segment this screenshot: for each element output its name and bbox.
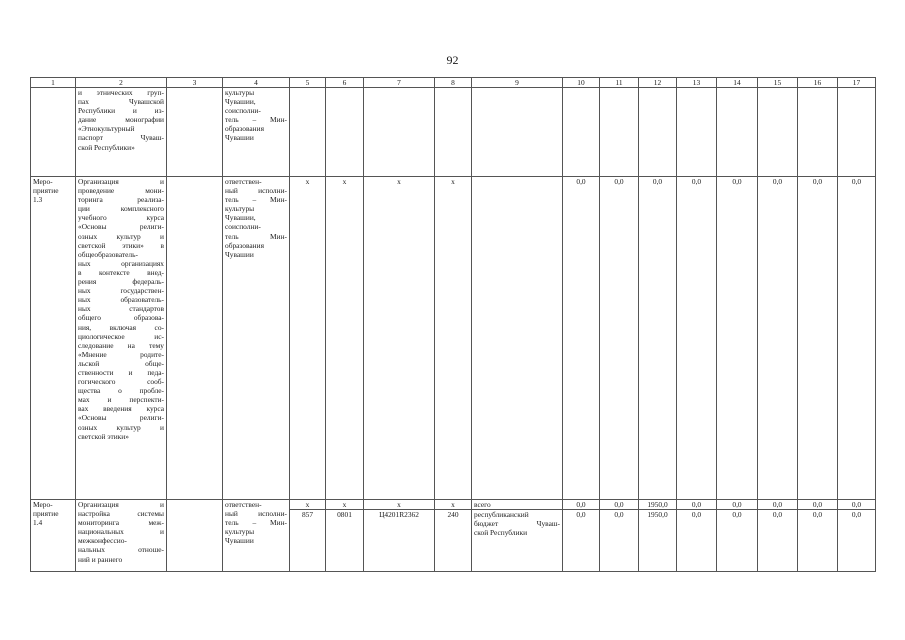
text-line: Чувашии, <box>225 97 256 107</box>
text-line: циологическое ис- <box>78 331 164 341</box>
column-number-header: 15 <box>758 78 798 88</box>
text-line: Организация и <box>78 500 164 509</box>
text-line: Меро- <box>33 177 53 186</box>
text-line: «Основы религи- <box>78 222 164 232</box>
cell-col7: х <box>364 500 435 510</box>
column-number-header: 2 <box>76 78 167 88</box>
text-line: межконфессио- <box>78 536 127 546</box>
text-line: ции комплексного <box>78 204 164 214</box>
text-line: проведение мони- <box>78 186 164 196</box>
cell-col5: 857 <box>290 510 326 572</box>
text-line: ный исполни- <box>225 509 287 519</box>
cell-executor <box>223 500 290 572</box>
program-table <box>30 77 876 572</box>
text-line: республиканский <box>474 510 529 520</box>
cell-col3 <box>167 177 223 500</box>
cell-col5: х <box>290 177 326 500</box>
text-line: Организация и <box>78 177 164 186</box>
text-line: тель – Мин- <box>225 518 287 528</box>
text-line: тель Мин- <box>225 231 287 241</box>
text-line: ный исполни- <box>225 186 287 196</box>
text-line: образования <box>225 240 264 250</box>
text-line: ской Республики <box>474 528 528 538</box>
text-line: всего <box>474 500 491 509</box>
text-line: «Этнокультурный <box>78 124 135 134</box>
cell-value: 0,0 <box>717 510 758 572</box>
text-line: «Основы религи- <box>78 413 164 423</box>
cell-value: 0,0 <box>717 177 758 500</box>
column-number-header: 17 <box>838 78 876 88</box>
cell-funding-source <box>472 510 563 572</box>
cell-col1 <box>31 88 76 177</box>
text-line: общеобразователь- <box>78 249 138 259</box>
text-line: Чувашии <box>225 536 254 546</box>
text-line: следование на тему <box>78 340 164 350</box>
cell-value: 0,0 <box>758 500 798 510</box>
text-line: в контексте внед- <box>78 267 164 277</box>
column-number-header: 14 <box>717 78 758 88</box>
column-number-header: 7 <box>364 78 435 88</box>
column-number-header: 3 <box>167 78 223 88</box>
text-line: озных культур и <box>78 422 164 432</box>
text-line: светской этики» <box>78 431 129 441</box>
cell-value: 0,0 <box>758 510 798 572</box>
text-line: бюджет Чуваш- <box>474 519 560 529</box>
cell-value: 1950,0 <box>639 510 677 572</box>
text-line: ных организациях <box>78 258 164 268</box>
text-line: ных образователь- <box>78 295 164 305</box>
cell-event-id <box>31 177 76 500</box>
cell-value: 0,0 <box>798 500 838 510</box>
text-line: Республики и из- <box>78 106 164 116</box>
cell-value: 0,0 <box>798 177 838 500</box>
text-line: ответствен- <box>225 500 262 509</box>
cell-event-name <box>76 88 167 177</box>
cell-col8: х <box>435 500 472 510</box>
text-line: Чувашии <box>225 249 254 259</box>
text-line: рения федераль- <box>78 277 164 287</box>
column-number-header: 4 <box>223 78 290 88</box>
column-number-header: 6 <box>326 78 364 88</box>
cell-funding-source <box>472 500 563 510</box>
cell-value: 0,0 <box>600 510 639 572</box>
column-number-header: 16 <box>798 78 838 88</box>
text-line: приятие <box>33 509 59 519</box>
column-number-header: 11 <box>600 78 639 88</box>
text-line: Чувашии, <box>225 213 256 223</box>
cell-value: 0,0 <box>563 500 600 510</box>
column-number-header: 10 <box>563 78 600 88</box>
column-number-header: 8 <box>435 78 472 88</box>
text-line: 1.3 <box>33 195 43 205</box>
text-line: тель – Мин- <box>225 195 287 205</box>
column-number-header: 12 <box>639 78 677 88</box>
text-line: приятие <box>33 186 59 196</box>
cell-value: 0,0 <box>677 177 717 500</box>
cell-col6: 0801 <box>326 510 364 572</box>
cell-value: 0,0 <box>717 500 758 510</box>
cell-col7: Ц4201R2362 <box>364 510 435 572</box>
table-row-continuation <box>31 88 876 177</box>
cell-value: 0,0 <box>677 500 717 510</box>
cell-value: 0,0 <box>798 510 838 572</box>
text-line: дание монографии <box>78 115 164 125</box>
text-line: тель – Мин- <box>225 115 287 125</box>
text-line: и этнических груп- <box>78 88 164 97</box>
cell-value: 0,0 <box>600 177 639 500</box>
text-line: культуры <box>225 88 255 97</box>
table-row-event-1-4 <box>31 500 876 510</box>
column-number-header: 13 <box>677 78 717 88</box>
cell-col8: х <box>435 177 472 500</box>
cell-col3 <box>167 500 223 572</box>
text-line: соисполни- <box>225 222 261 232</box>
cell-col3 <box>167 88 223 177</box>
cell-value: 0,0 <box>758 177 798 500</box>
text-line: щества о пробле- <box>78 386 164 396</box>
cell-executor <box>223 88 290 177</box>
text-line: ных стандартов <box>78 304 164 314</box>
text-line: образования <box>225 124 264 134</box>
text-line: ний и раннего <box>78 554 123 564</box>
page-number: 92 <box>446 53 459 67</box>
cell-executor <box>223 177 290 500</box>
cell-event-name <box>76 177 167 500</box>
column-number-row <box>31 78 876 88</box>
cell-event-name <box>76 500 167 572</box>
text-line: ных государствен- <box>78 286 164 296</box>
text-line: ответствен- <box>225 177 262 186</box>
text-line: соисполни- <box>225 106 261 116</box>
cell-value: 0,0 <box>563 510 600 572</box>
cell-value: 0,0 <box>838 510 876 572</box>
column-number-header: 9 <box>472 78 563 88</box>
text-line: настройка системы <box>78 509 164 519</box>
cell-col5: х <box>290 500 326 510</box>
text-line: общего образова- <box>78 313 164 323</box>
cell-value: 0,0 <box>639 177 677 500</box>
text-line: культуры <box>225 527 255 537</box>
cell-value: 0,0 <box>838 500 876 510</box>
text-line: учебного курса <box>78 213 164 223</box>
text-line: 1.4 <box>33 518 43 528</box>
column-number-header: 1 <box>31 78 76 88</box>
text-line: светской этики» в <box>78 240 164 250</box>
text-line: ственности и педа- <box>78 367 164 377</box>
text-line: льской обще- <box>78 358 164 368</box>
cell-value: 1950,0 <box>639 500 677 510</box>
cell-value: 0,0 <box>677 510 717 572</box>
text-line: Чувашии <box>225 133 254 143</box>
cell-col6: х <box>326 500 364 510</box>
cell-event-id <box>31 500 76 572</box>
text-line: озных культур и <box>78 231 164 241</box>
cell-col9 <box>472 177 563 500</box>
cell-value: 0,0 <box>600 500 639 510</box>
text-line: пах Чувашской <box>78 97 164 107</box>
text-line: ния, включая со- <box>78 322 164 332</box>
text-line: паспорт Чуваш- <box>78 133 164 143</box>
text-line: нальных отноше- <box>78 545 164 555</box>
text-line: мониторинга меж- <box>78 518 164 528</box>
text-line: гогического сооб- <box>78 377 164 387</box>
column-number-header: 5 <box>290 78 326 88</box>
text-line: вах введения курса <box>78 404 164 414</box>
text-line: «Мнение родите- <box>78 349 164 359</box>
cell-value: 0,0 <box>563 177 600 500</box>
cell-value: 0,0 <box>838 177 876 500</box>
text-line: торинга реализа- <box>78 195 164 205</box>
cell-col8: 240 <box>435 510 472 572</box>
text-line: Меро- <box>33 500 53 509</box>
text-line: мах и перспекти- <box>78 395 164 405</box>
text-line: ской Республики» <box>78 142 135 152</box>
cell-col7: х <box>364 177 435 500</box>
cell-col6: х <box>326 177 364 500</box>
table-row-event-1-3 <box>31 177 876 500</box>
text-line: культуры <box>225 204 255 214</box>
text-line: национальных и <box>78 527 164 537</box>
